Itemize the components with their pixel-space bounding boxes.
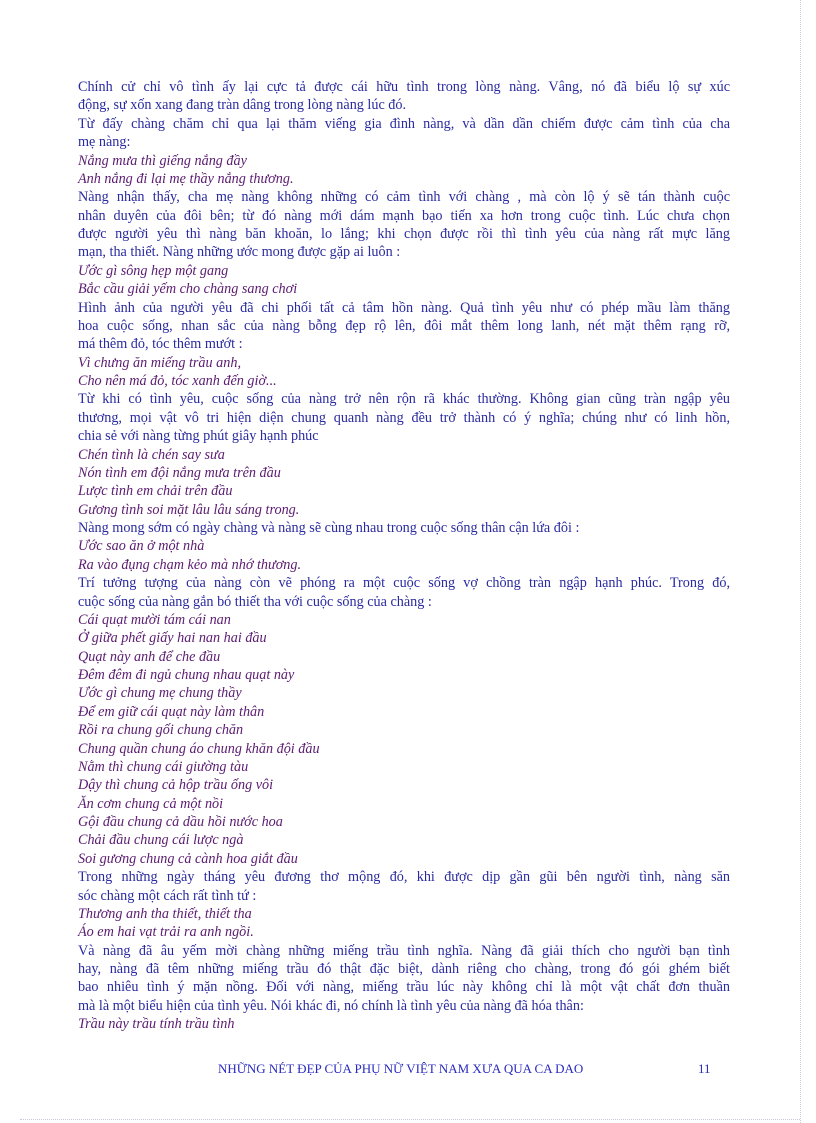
verse-line: Ước gì sông hẹp một gang <box>78 262 229 279</box>
page-number: 11 <box>698 1061 711 1076</box>
prose-line: chia sẻ với nàng từng phút giây hạnh phúc <box>78 428 319 445</box>
footer-title: NHỮNG NÉT ĐẸP CỦA PHỤ NỮ VIỆT NAM XƯA QUA CA DAO <box>218 1061 584 1076</box>
prose-line: thương, mọi vật vô tri hiện diện chung quanh nàng đều trở thành có ý nghĩa; chúng như có linh hồn, <box>78 409 730 426</box>
verse-line: Ăn cơm chung cả một nồi <box>78 795 224 812</box>
verse-line: Cái quạt mười tám cái nan <box>78 611 231 628</box>
prose-line: động, sự xốn xang đang tràn dâng trong lòng nàng lúc đó. <box>78 97 407 114</box>
prose-line: Chính cử chỉ vô tình ấy lại cực tả được cái hữu tình trong lòng nàng. Vâng, nó đã biểu lộ sự xúc <box>78 79 730 95</box>
prose-line: được người yêu thì nàng băn khoăn, lo lắng; khi chọn được rồi thì tình yêu của nàng rất mực lăng <box>78 226 730 242</box>
verse-line: Đêm đêm đi ngủ chung nhau quạt này <box>78 667 295 683</box>
verse-line: Quạt này anh để che đầu <box>78 648 221 665</box>
verse-line: Thương anh tha thiết, thiết tha <box>78 905 252 922</box>
prose-line: bao nhiêu tình ý mặn nồng. Đối với nàng, miếng trầu lúc này không chỉ là một vật chất đơn thuần <box>78 979 730 996</box>
verse-line: Rồi ra chung gối chung chăn <box>78 722 244 739</box>
prose-line: Từ khi có tình yêu, cuộc sống của nàng trở nên rộn rã khác thường. Không gian cũng tràn ngập yêu <box>78 391 730 408</box>
verse-line: Gương tình soi mặt lâu lâu sáng trong. <box>78 501 300 518</box>
page-edge-right <box>800 0 801 1123</box>
prose-line: Trí tưởng tượng của nàng còn vẽ phóng ra một cuộc sống vợ chồng tràn ngập hạnh phúc. Trong đó, <box>78 575 730 592</box>
verse-line: Anh nắng đi lại mẹ thầy nắng thương. <box>78 170 294 187</box>
verse-line: Dậy thì chung cả hộp trầu ống vôi <box>78 777 274 794</box>
verse-line: Ước sao ăn ở một nhà <box>78 538 205 555</box>
verse-line: Gội đầu chung cả dầu hồi nước hoa <box>78 814 283 830</box>
verse-line: Chải đầu chung cái lược ngà <box>78 832 244 849</box>
body-text <box>78 78 730 1034</box>
verse-line: Nằm thì chung cái giường tàu <box>78 758 249 775</box>
prose-line: hay, nàng đã têm những miếng trầu đó thật đặc biệt, dành riêng cho chàng, trong đó gói ghém biết <box>78 961 730 977</box>
verse-line: Để em giữ cái quạt này làm thân <box>78 703 265 720</box>
prose-line: Nàng mong sớm có ngày chàng và nàng sẽ cùng nhau trong cuộc sống thân cận lứa đôi : <box>78 520 580 536</box>
prose-line: mạn, tha thiết. Nàng những ước mong được gặp ai luôn : <box>78 244 401 261</box>
verse-line: Ước gì chung mẹ chung thầy <box>78 685 242 702</box>
page-edge-bottom <box>20 1119 800 1120</box>
verse-line: Ra vào đụng chạm kẻo mà nhớ thương. <box>78 556 302 573</box>
verse-line: Nắng mưa thì giếng nắng đầy <box>78 152 247 169</box>
prose-line: Nàng nhận thấy, cha mẹ nàng không những có cảm tình với chàng , mà còn lộ ý sẽ tán thành cuộc <box>78 189 730 206</box>
prose-line: Từ đấy chàng chăm chỉ qua lại thăm viếng gia đình nàng, và dần dần chiếm được cảm tình của cha <box>78 115 730 132</box>
verse-line: Chung quần chung áo chung khăn đội đầu <box>78 740 320 757</box>
prose-line: hoa cuộc sống, nhan sắc của nàng bỗng đẹp rộ lên, đôi mắt thêm long lanh, nét mặt thêm rạng rỡ, <box>78 317 730 334</box>
prose-line: cuộc sống của nàng gắn bó thiết tha với cuộc sống của chàng : <box>78 593 432 610</box>
prose-line: Trong những ngày tháng yêu đương thơ mộng đó, khi được dịp gần gũi bên người tình, nàng săn <box>78 869 730 886</box>
prose-line: sóc chàng một cách rất tình tứ : <box>78 887 257 904</box>
prose-line: nhân duyên của đôi bên; từ đó nàng mới dám mạnh bạo tiến xa hơn trong cuộc tình. Lúc chưa chọn <box>78 207 730 224</box>
prose-line: Hình ảnh của người yêu đã chi phối tất cả tâm hồn nàng. Quả tình yêu như có phép mầu làm thăng <box>78 299 730 316</box>
verse-line: Chén tình là chén say sưa <box>78 446 225 463</box>
verse-line: Vì chưng ăn miếng trầu anh, <box>78 354 241 371</box>
verse-line: Soi gương chung cả cành hoa giắt đầu <box>78 850 298 867</box>
verse-line: Cho nên má đỏ, tóc xanh đến giờ... <box>78 373 277 389</box>
prose-line: mẹ nàng: <box>78 134 131 151</box>
verse-line: Lược tình em chải trên đầu <box>78 483 233 500</box>
verse-line: Trầu này trầu tính trầu tình <box>78 1016 235 1033</box>
verse-line: Nón tình em đội nắng mưa trên đầu <box>78 464 281 481</box>
prose-line: Và nàng đã âu yếm mời chàng những miếng trầu tình nghĩa. Nàng đã giải thích cho người bạn tình <box>78 942 730 959</box>
verse-line: Ở giữa phết giấy hai nan hai đầu <box>78 630 267 647</box>
prose-line: mà là một biểu hiện của tình yêu. Nói khác đi, nó chính là tình yêu của nàng đã hóa thân: <box>78 997 584 1014</box>
verse-line: Áo em hai vạt trải ra anh ngồi. <box>78 924 254 941</box>
verse-line: Bắc cầu giải yếm cho chàng sang chơi <box>78 281 298 298</box>
prose-line: má thêm đỏ, tóc thêm mướt : <box>78 336 243 353</box>
